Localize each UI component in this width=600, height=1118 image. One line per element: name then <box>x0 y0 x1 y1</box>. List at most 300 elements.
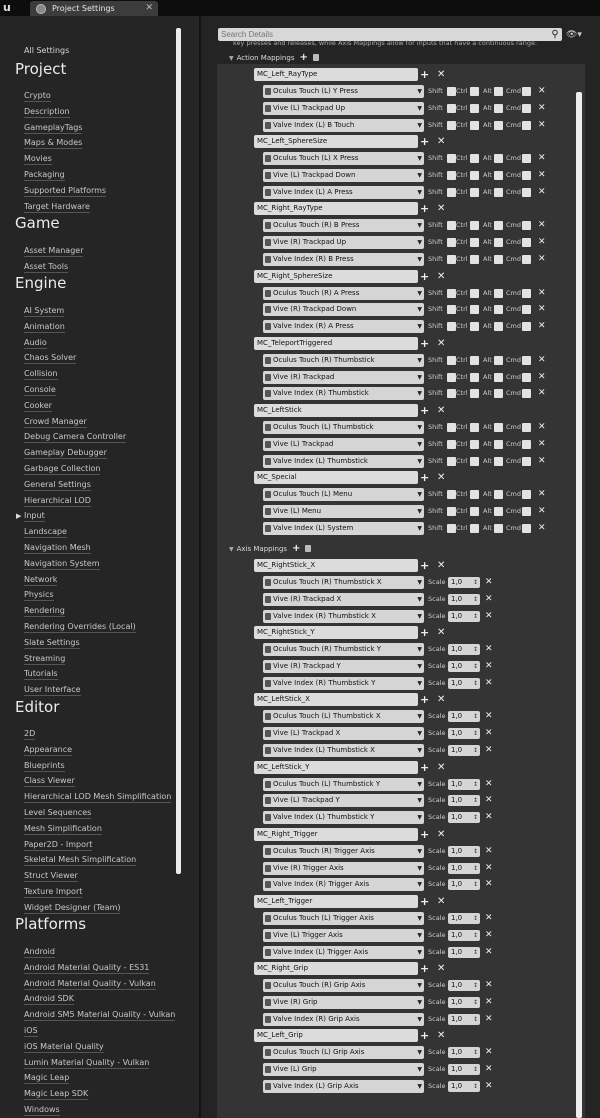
sidebar-item-magic-leap[interactable]: Magic Leap <box>24 1073 70 1083</box>
sidebar-item-ai-system[interactable]: AI System <box>24 306 65 315</box>
spin-icon[interactable]: ↕ <box>472 747 478 754</box>
sidebar-item-navigation-mesh[interactable]: Navigation Mesh <box>24 543 91 552</box>
remove-key-x-icon[interactable]: ✕ <box>538 186 546 197</box>
checkbox-ctrl[interactable] <box>470 154 479 163</box>
sidebar-item-windows[interactable]: Windows <box>24 1105 60 1114</box>
checkbox-alt[interactable] <box>494 490 503 499</box>
clear-mappings-trash-icon[interactable] <box>305 545 311 552</box>
search-icon[interactable]: ⚲ <box>551 29 559 40</box>
remove-key-x-icon[interactable]: ✕ <box>538 371 546 382</box>
close-tab-icon[interactable]: ✕ <box>145 3 153 13</box>
checkbox-alt[interactable] <box>494 305 503 314</box>
checkbox-shift[interactable] <box>447 373 456 382</box>
scale-input[interactable] <box>448 644 480 655</box>
scale-input[interactable] <box>448 997 480 1008</box>
checkbox-cmd[interactable] <box>522 289 531 298</box>
key-selector[interactable] <box>263 371 424 384</box>
collapse-arrow-icon[interactable]: ▼ <box>229 55 234 62</box>
checkbox-cmd[interactable] <box>522 490 531 499</box>
sidebar-item-user-interface[interactable]: User Interface <box>24 685 81 695</box>
axis-mapping-name[interactable]: MC_Left_Grip <box>254 1029 418 1042</box>
sidebar-item-ios-material-quality[interactable]: iOS Material Quality <box>24 1041 104 1051</box>
scale-input[interactable] <box>448 846 480 857</box>
scale-input[interactable] <box>448 879 480 890</box>
scale-input[interactable] <box>448 594 480 605</box>
add-key-plus-icon[interactable]: + <box>420 626 430 640</box>
scale-input[interactable] <box>448 980 480 991</box>
remove-key-x-icon[interactable]: ✕ <box>538 455 546 466</box>
add-key-plus-icon[interactable]: + <box>420 895 430 908</box>
checkbox-alt[interactable] <box>494 389 503 398</box>
sidebar-scrollbar[interactable] <box>176 28 181 874</box>
remove-key-x-icon[interactable]: ✕ <box>485 879 493 890</box>
checkbox-cmd[interactable] <box>522 121 531 130</box>
key-selector[interactable] <box>263 744 424 757</box>
sidebar-item-garbage-collection[interactable]: Garbage Collection <box>24 464 101 473</box>
spin-icon[interactable]: ↕ <box>472 999 478 1006</box>
checkbox-ctrl[interactable] <box>470 121 479 130</box>
remove-key-x-icon[interactable]: ✕ <box>485 778 493 789</box>
spin-icon[interactable]: ↕ <box>472 579 478 586</box>
key-selector[interactable] <box>263 845 424 858</box>
checkbox-alt[interactable] <box>494 322 503 331</box>
key-selector[interactable] <box>263 979 424 992</box>
remove-mapping-x-icon[interactable]: ✕ <box>437 1030 446 1042</box>
spin-icon[interactable]: ↕ <box>472 663 478 670</box>
sidebar-item-hierarchical-lod-mesh-simplification[interactable]: Hierarchical LOD Mesh Simplification <box>24 792 172 802</box>
sidebar-item-mesh-simplification[interactable]: Mesh Simplification <box>24 823 102 833</box>
remove-mapping-x-icon[interactable]: ✕ <box>437 203 446 215</box>
spin-icon[interactable]: ↕ <box>472 864 478 872</box>
scale-input[interactable] <box>448 795 480 806</box>
key-selector[interactable] <box>263 186 424 199</box>
key-selector[interactable] <box>263 522 424 535</box>
sidebar-item-rendering[interactable]: Rendering <box>24 606 65 616</box>
spin-icon[interactable]: ↕ <box>472 780 478 788</box>
spin-icon[interactable]: ↕ <box>472 915 478 922</box>
remove-key-x-icon[interactable]: ✕ <box>538 254 546 264</box>
remove-key-x-icon[interactable]: ✕ <box>538 321 546 332</box>
sidebar-item-input[interactable]: Input <box>24 511 45 521</box>
sidebar-item-hierarchical-lod[interactable]: Hierarchical LOD <box>24 495 91 505</box>
checkbox-cmd[interactable] <box>522 87 531 96</box>
checkbox-cmd[interactable] <box>522 154 531 163</box>
sidebar-item-magic-leap-sdk[interactable]: Magic Leap SDK <box>24 1089 89 1099</box>
scale-input[interactable] <box>448 930 480 941</box>
key-selector[interactable] <box>263 677 424 690</box>
remove-key-x-icon[interactable]: ✕ <box>538 237 546 248</box>
sidebar-item-android-sdk[interactable]: Android SDK <box>24 994 74 1004</box>
sidebar-item-skeletal-mesh-simplification[interactable]: Skeletal Mesh Simplification <box>24 855 137 865</box>
sidebar-item-asset-tools[interactable]: Asset Tools <box>24 261 69 271</box>
add-key-plus-icon[interactable]: + <box>420 693 430 707</box>
sidebar-item-android-material-quality-vulkan[interactable]: Android Material Quality - Vulkan <box>24 978 156 988</box>
sidebar-item-target-hardware[interactable]: Target Hardware <box>24 201 90 211</box>
axis-mapping-name[interactable]: MC_Right_Grip <box>254 962 418 975</box>
scale-input[interactable] <box>448 661 480 672</box>
key-selector[interactable] <box>263 1063 424 1076</box>
checkbox-cmd[interactable] <box>522 457 531 466</box>
sidebar-item-landscape[interactable]: Landscape <box>24 527 67 537</box>
axis-mapping-name[interactable]: MC_LeftStick_Y <box>254 761 418 774</box>
key-selector[interactable] <box>263 811 424 824</box>
collapse-arrow-icon[interactable]: ▼ <box>229 546 234 553</box>
key-selector[interactable] <box>263 85 424 98</box>
scale-input[interactable] <box>448 1081 480 1092</box>
action-mapping-name[interactable]: MC_Right_SphereSize <box>254 270 418 283</box>
remove-key-x-icon[interactable]: ✕ <box>538 388 546 399</box>
spin-icon[interactable]: ↕ <box>472 948 478 956</box>
key-selector[interactable] <box>263 455 424 468</box>
spin-icon[interactable]: ↕ <box>472 730 478 738</box>
scale-input[interactable] <box>448 1047 480 1058</box>
checkbox-ctrl[interactable] <box>470 104 479 113</box>
checkbox-ctrl[interactable] <box>470 524 479 533</box>
key-selector[interactable] <box>263 1080 424 1093</box>
sidebar-item-supported-platforms[interactable]: Supported Platforms <box>24 185 107 195</box>
add-key-plus-icon[interactable]: + <box>420 760 430 774</box>
sidebar-item-ios[interactable]: iOS <box>24 1026 38 1035</box>
checkbox-ctrl[interactable] <box>470 356 479 365</box>
scale-input[interactable] <box>448 863 480 874</box>
sidebar-item-network[interactable]: Network <box>24 574 58 584</box>
remove-key-x-icon[interactable]: ✕ <box>485 812 493 823</box>
spin-icon[interactable]: ↕ <box>472 713 478 721</box>
sidebar-item-chaos-solver[interactable]: Chaos Solver <box>24 353 77 363</box>
checkbox-alt[interactable] <box>494 154 503 163</box>
key-selector[interactable] <box>263 169 424 182</box>
checkbox-shift[interactable] <box>447 221 456 230</box>
scale-input[interactable] <box>448 745 480 756</box>
sidebar-item-class-viewer[interactable]: Class Viewer <box>24 776 75 786</box>
add-key-plus-icon[interactable]: + <box>420 404 430 417</box>
remove-mapping-x-icon[interactable]: ✕ <box>437 896 446 907</box>
key-selector[interactable] <box>263 102 424 115</box>
checkbox-cmd[interactable] <box>522 171 531 180</box>
remove-key-x-icon[interactable]: ✕ <box>538 422 546 432</box>
spin-icon[interactable]: ↕ <box>472 679 478 687</box>
key-selector[interactable] <box>263 354 424 367</box>
remove-key-x-icon[interactable]: ✕ <box>485 980 493 991</box>
checkbox-alt[interactable] <box>494 171 503 180</box>
sidebar-item-crowd-manager[interactable]: Crowd Manager <box>24 416 87 426</box>
action-mapping-name[interactable]: MC_TeleportTriggered <box>254 337 418 350</box>
details-scrollbar[interactable] <box>576 92 582 1118</box>
remove-key-x-icon[interactable]: ✕ <box>538 522 546 533</box>
axis-mapping-name[interactable]: MC_Left_Trigger <box>254 895 418 908</box>
add-key-plus-icon[interactable]: + <box>420 135 430 149</box>
checkbox-ctrl[interactable] <box>470 507 479 516</box>
key-selector[interactable] <box>263 878 424 891</box>
spin-icon[interactable]: ↕ <box>472 847 478 855</box>
checkbox-alt[interactable] <box>494 457 503 466</box>
checkbox-alt[interactable] <box>494 423 503 432</box>
axis-mapping-name[interactable]: MC_RightStick_X <box>254 559 418 572</box>
remove-key-x-icon[interactable]: ✕ <box>485 728 493 739</box>
scale-input[interactable] <box>448 577 480 588</box>
key-selector[interactable] <box>263 320 424 333</box>
checkbox-shift[interactable] <box>447 457 456 466</box>
checkbox-alt[interactable] <box>494 524 503 533</box>
key-selector[interactable] <box>263 303 424 316</box>
scale-input[interactable] <box>448 678 480 689</box>
spin-icon[interactable]: ↕ <box>472 1066 478 1074</box>
axis-mapping-name[interactable]: MC_Right_Trigger <box>254 828 418 841</box>
checkbox-shift[interactable] <box>447 255 456 264</box>
sidebar-item-appearance[interactable]: Appearance <box>24 744 73 754</box>
view-options-icon[interactable]: 👁▾ <box>566 30 582 40</box>
remove-key-x-icon[interactable]: ✕ <box>538 220 546 231</box>
add-key-plus-icon[interactable]: + <box>420 202 430 216</box>
remove-key-x-icon[interactable]: ✕ <box>485 862 493 873</box>
remove-key-x-icon[interactable]: ✕ <box>485 661 493 671</box>
sidebar-item-widget-designer-team[interactable]: Widget Designer (Team) <box>24 902 121 912</box>
remove-key-x-icon[interactable]: ✕ <box>485 711 493 722</box>
sidebar-item-debug-camera-controller[interactable]: Debug Camera Controller <box>24 432 127 442</box>
sidebar-item-lumin-material-quality-vulkan[interactable]: Lumin Material Quality - Vulkan <box>24 1057 150 1067</box>
checkbox-shift[interactable] <box>447 507 456 516</box>
key-selector[interactable] <box>263 387 424 400</box>
key-selector[interactable] <box>263 912 424 925</box>
sidebar-item-blueprints[interactable]: Blueprints <box>24 760 65 770</box>
sidebar-item-asset-manager[interactable]: Asset Manager <box>24 246 84 255</box>
key-selector[interactable] <box>263 794 424 807</box>
spin-icon[interactable]: ↕ <box>472 1049 478 1057</box>
checkbox-cmd[interactable] <box>522 507 531 516</box>
remove-key-x-icon[interactable]: ✕ <box>485 577 493 587</box>
sidebar-item-paper2d-import[interactable]: Paper2D - Import <box>24 839 93 849</box>
spin-icon[interactable]: ↕ <box>472 881 478 889</box>
remove-key-x-icon[interactable]: ✕ <box>538 86 546 96</box>
add-key-plus-icon[interactable]: + <box>420 827 430 841</box>
checkbox-shift[interactable] <box>447 238 456 247</box>
key-selector[interactable] <box>263 643 424 656</box>
scale-input[interactable] <box>448 1014 480 1025</box>
remove-mapping-x-icon[interactable]: ✕ <box>437 560 446 571</box>
add-key-plus-icon[interactable]: + <box>420 962 430 976</box>
add-key-plus-icon[interactable]: + <box>420 559 430 572</box>
scale-input[interactable] <box>448 947 480 958</box>
remove-key-x-icon[interactable]: ✕ <box>538 119 546 130</box>
scale-input[interactable] <box>448 779 480 790</box>
scale-input[interactable] <box>448 611 480 622</box>
remove-key-x-icon[interactable]: ✕ <box>538 304 546 315</box>
spin-icon[interactable]: ↕ <box>472 931 478 939</box>
checkbox-cmd[interactable] <box>522 423 531 432</box>
sidebar-item-rendering-overrides-local[interactable]: Rendering Overrides (Local) <box>24 622 136 631</box>
key-selector[interactable] <box>263 1013 424 1026</box>
scale-input[interactable] <box>448 1064 480 1075</box>
remove-key-x-icon[interactable]: ✕ <box>485 677 493 688</box>
sidebar-item-packaging[interactable]: Packaging <box>24 170 65 179</box>
checkbox-cmd[interactable] <box>522 524 531 533</box>
checkbox-alt[interactable] <box>494 255 503 264</box>
sidebar-item-crypto[interactable]: Crypto <box>24 91 51 100</box>
sidebar-item-texture-import[interactable]: Texture Import <box>24 887 83 896</box>
axis-mapping-name[interactable]: MC_LeftStick_X <box>254 693 418 706</box>
checkbox-alt[interactable] <box>494 87 503 96</box>
remove-key-x-icon[interactable]: ✕ <box>538 153 546 164</box>
checkbox-ctrl[interactable] <box>470 373 479 382</box>
key-selector[interactable] <box>263 219 424 232</box>
checkbox-alt[interactable] <box>494 238 503 247</box>
checkbox-shift[interactable] <box>447 490 456 499</box>
sidebar-item-android[interactable]: Android <box>24 947 55 956</box>
checkbox-shift[interactable] <box>447 87 456 96</box>
sidebar-item-description[interactable]: Description <box>24 106 70 116</box>
checkbox-ctrl[interactable] <box>470 389 479 398</box>
checkbox-alt[interactable] <box>494 104 503 113</box>
checkbox-shift[interactable] <box>447 154 456 163</box>
remove-key-x-icon[interactable]: ✕ <box>538 354 546 365</box>
checkbox-shift[interactable] <box>447 322 456 331</box>
key-selector[interactable] <box>263 727 424 740</box>
sidebar-item-audio[interactable]: Audio <box>24 337 47 347</box>
remove-key-x-icon[interactable]: ✕ <box>538 102 546 113</box>
add-key-plus-icon[interactable]: + <box>420 336 430 350</box>
checkbox-ctrl[interactable] <box>470 289 479 298</box>
remove-key-x-icon[interactable]: ✕ <box>485 593 493 604</box>
key-selector[interactable] <box>263 929 424 942</box>
sidebar-item-gameplay-debugger[interactable]: Gameplay Debugger <box>24 448 107 458</box>
checkbox-ctrl[interactable] <box>470 238 479 247</box>
checkbox-ctrl[interactable] <box>470 423 479 432</box>
spin-icon[interactable]: ↕ <box>472 595 478 603</box>
checkbox-cmd[interactable] <box>522 389 531 398</box>
checkbox-alt[interactable] <box>494 356 503 365</box>
checkbox-alt[interactable] <box>494 121 503 130</box>
sidebar-item-streaming[interactable]: Streaming <box>24 653 66 663</box>
key-selector[interactable] <box>263 287 424 300</box>
sidebar-item-general-settings[interactable]: General Settings <box>24 479 91 489</box>
remove-key-x-icon[interactable]: ✕ <box>485 913 493 923</box>
remove-key-x-icon[interactable]: ✕ <box>485 1081 493 1091</box>
checkbox-cmd[interactable] <box>522 255 531 264</box>
remove-key-x-icon[interactable]: ✕ <box>485 997 493 1007</box>
key-selector[interactable] <box>263 421 424 434</box>
remove-mapping-x-icon[interactable]: ✕ <box>437 694 446 706</box>
sidebar-item-level-sequences[interactable]: Level Sequences <box>24 808 92 817</box>
remove-mapping-x-icon[interactable]: ✕ <box>437 405 446 416</box>
checkbox-ctrl[interactable] <box>470 322 479 331</box>
all-settings-link[interactable]: All Settings <box>24 46 70 55</box>
spin-icon[interactable]: ↕ <box>472 797 478 805</box>
remove-key-x-icon[interactable]: ✕ <box>485 1047 493 1058</box>
remove-mapping-x-icon[interactable]: ✕ <box>437 828 446 840</box>
key-selector[interactable] <box>263 946 424 959</box>
checkbox-alt[interactable] <box>494 289 503 298</box>
add-key-plus-icon[interactable]: + <box>420 471 430 485</box>
scale-input[interactable] <box>448 728 480 739</box>
action-mapping-name[interactable]: MC_Right_RayType <box>254 202 418 215</box>
checkbox-shift[interactable] <box>447 440 456 449</box>
sidebar-item-collision[interactable]: Collision <box>24 369 58 379</box>
add-mapping-plus-icon[interactable]: + <box>292 543 301 554</box>
remove-key-x-icon[interactable]: ✕ <box>538 438 546 449</box>
scale-input[interactable] <box>448 711 480 722</box>
key-selector[interactable] <box>263 778 424 791</box>
sidebar-item-struct-viewer[interactable]: Struct Viewer <box>24 871 78 881</box>
sidebar-item-animation[interactable]: Animation <box>24 321 65 331</box>
checkbox-alt[interactable] <box>494 373 503 382</box>
spin-icon[interactable]: ↕ <box>472 982 478 990</box>
sidebar-item-maps-modes[interactable]: Maps & Modes <box>24 138 83 148</box>
sidebar-item-android-material-quality-es31[interactable]: Android Material Quality - ES31 <box>24 962 150 972</box>
sidebar-item-physics[interactable]: Physics <box>24 590 54 600</box>
checkbox-alt[interactable] <box>494 507 503 516</box>
remove-key-x-icon[interactable]: ✕ <box>538 489 546 500</box>
key-selector[interactable] <box>263 710 424 723</box>
checkbox-ctrl[interactable] <box>470 188 479 197</box>
scale-input[interactable] <box>448 812 480 823</box>
sidebar-item-cooker[interactable]: Cooker <box>24 400 52 410</box>
remove-key-x-icon[interactable]: ✕ <box>538 170 546 180</box>
remove-key-x-icon[interactable]: ✕ <box>485 946 493 957</box>
spin-icon[interactable]: ↕ <box>472 1015 478 1023</box>
spin-icon[interactable]: ↕ <box>472 646 478 654</box>
checkbox-alt[interactable] <box>494 221 503 230</box>
add-key-plus-icon[interactable]: + <box>420 1029 430 1043</box>
sidebar-item-navigation-system[interactable]: Navigation System <box>24 558 100 568</box>
checkbox-shift[interactable] <box>447 121 456 130</box>
checkbox-ctrl[interactable] <box>470 171 479 180</box>
action-mapping-name[interactable]: MC_Left_RayType <box>254 68 418 81</box>
checkbox-alt[interactable] <box>494 188 503 197</box>
remove-mapping-x-icon[interactable]: ✕ <box>437 472 446 484</box>
sidebar-item-console[interactable]: Console <box>24 385 56 394</box>
remove-key-x-icon[interactable]: ✕ <box>485 845 493 856</box>
remove-key-x-icon[interactable]: ✕ <box>485 644 493 655</box>
sidebar-item-slate-settings[interactable]: Slate Settings <box>24 637 80 647</box>
checkbox-ctrl[interactable] <box>470 457 479 466</box>
checkbox-cmd[interactable] <box>522 322 531 331</box>
key-selector[interactable] <box>263 610 424 623</box>
sidebar-item-android-sm5-material-quality-vulkan[interactable]: Android SM5 Material Quality - Vulkan <box>24 1010 176 1020</box>
action-mapping-name[interactable]: MC_Left_SphereSize <box>254 135 418 148</box>
action-mapping-name[interactable]: MC_LeftStick <box>254 404 418 417</box>
remove-mapping-x-icon[interactable]: ✕ <box>437 69 446 80</box>
remove-key-x-icon[interactable]: ✕ <box>485 745 493 755</box>
key-selector[interactable] <box>263 119 424 132</box>
action-mapping-name[interactable]: MC_Special <box>254 471 418 484</box>
checkbox-cmd[interactable] <box>522 440 531 449</box>
remove-mapping-x-icon[interactable]: ✕ <box>437 761 446 773</box>
checkbox-shift[interactable] <box>447 524 456 533</box>
key-selector[interactable] <box>263 862 424 875</box>
checkbox-shift[interactable] <box>447 104 456 113</box>
checkbox-shift[interactable] <box>447 188 456 197</box>
sidebar-item-2d[interactable]: 2D <box>24 729 36 738</box>
sidebar-item-gameplaytags[interactable]: GameplayTags <box>24 122 83 132</box>
remove-key-x-icon[interactable]: ✕ <box>485 610 493 621</box>
remove-key-x-icon[interactable]: ✕ <box>485 795 493 806</box>
tab-project-settings[interactable] <box>30 1 158 16</box>
remove-mapping-x-icon[interactable]: ✕ <box>437 270 446 282</box>
checkbox-ctrl[interactable] <box>470 255 479 264</box>
axis-mapping-name[interactable]: MC_RightStick_Y <box>254 626 418 639</box>
key-selector[interactable] <box>263 236 424 249</box>
key-selector[interactable] <box>263 253 424 266</box>
key-selector[interactable] <box>263 488 424 501</box>
clear-mappings-trash-icon[interactable] <box>313 54 319 61</box>
remove-mapping-x-icon[interactable]: ✕ <box>437 627 446 639</box>
key-selector[interactable] <box>263 576 424 589</box>
key-selector[interactable] <box>263 438 424 451</box>
key-selector[interactable] <box>263 152 424 165</box>
checkbox-shift[interactable] <box>447 305 456 314</box>
checkbox-cmd[interactable] <box>522 373 531 382</box>
sidebar-item-movies[interactable]: Movies <box>24 154 52 164</box>
